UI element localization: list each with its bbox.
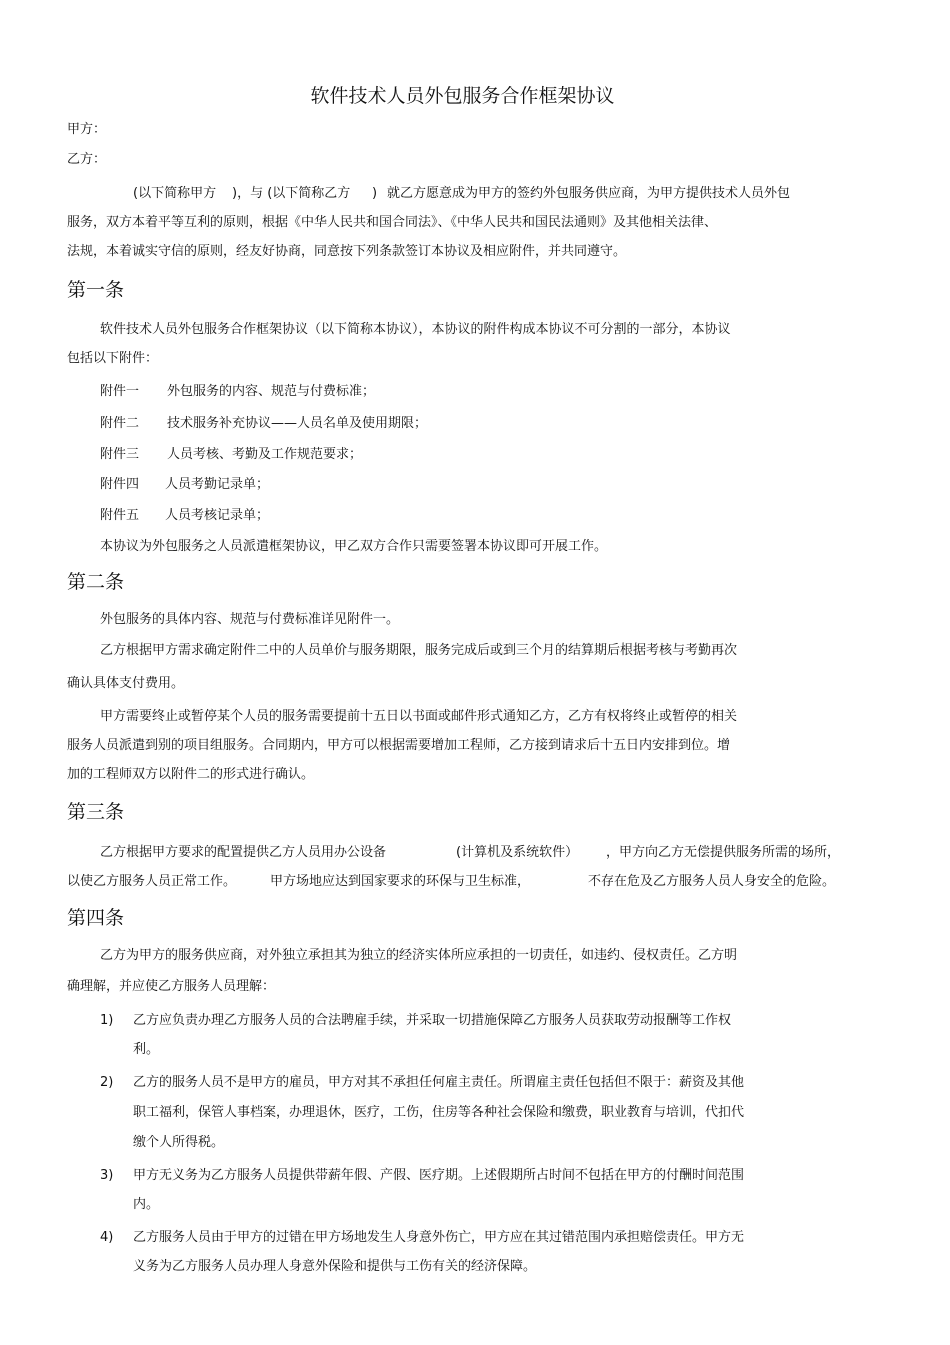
paragraph-line: 加的工程师双方以附件二的形式进行确认。 bbox=[67, 767, 315, 782]
paragraph-line: 外包服务的具体内容、规范与付费标准详见附件一。 bbox=[100, 612, 400, 627]
article-heading: 第二条 bbox=[67, 571, 125, 593]
paragraph-fragment: 不存在危及乙方服务人员人身安全的危险。 bbox=[588, 874, 836, 889]
intro-line: 法规，本着诚实守信的原则，经友好协商，同意按下列条款签订本协议及相应附件，并共同遵守。 bbox=[67, 244, 627, 259]
party-b-label: 乙方： bbox=[67, 152, 107, 167]
paragraph-line: 确理解，并应使乙方服务人员理解： bbox=[67, 979, 276, 994]
attachment-label: 附件三 bbox=[100, 447, 140, 462]
list-item-line: 缴个人所得税。 bbox=[133, 1135, 225, 1150]
paragraph-line: 本协议为外包服务之人员派遣框架协议，甲乙双方合作只需要签署本协议即可开展工作。 bbox=[100, 539, 608, 554]
intro-fragment: )，与 (以下简称乙方 bbox=[232, 186, 351, 201]
attachment-label: 附件二 bbox=[100, 416, 140, 431]
attachment-text: 人员考勤记录单； bbox=[165, 477, 270, 492]
attachment-text: 人员考核、考勤及工作规范要求； bbox=[167, 447, 363, 462]
paragraph-fragment: (计算机及系统软件） bbox=[456, 845, 579, 860]
list-number: 2) bbox=[100, 1075, 114, 1090]
paragraph-fragment: 以使乙方服务人员正常工作。 bbox=[67, 874, 237, 889]
list-item-line: 乙方应负责办理乙方服务人员的合法聘雇手续，并采取一切措施保障乙方服务人员获取劳动报酬等工作权 bbox=[133, 1013, 732, 1028]
intro-fragment: (以下简称甲方 bbox=[133, 186, 217, 201]
paragraph-line: 乙方根据甲方需求确定附件二中的人员单价与服务期限，服务完成后或到三个月的结算期后根据考核与考勤再次 bbox=[100, 643, 738, 658]
list-item-line: 内。 bbox=[133, 1197, 160, 1212]
attachment-text: 人员考核记录单； bbox=[165, 508, 270, 523]
article-heading: 第一条 bbox=[67, 279, 125, 301]
paragraph-fragment: 甲方场地应达到国家要求的环保与卫生标准， bbox=[270, 874, 531, 889]
document-title: 软件技术人员外包服务合作框架协议 bbox=[310, 85, 615, 107]
party-a-label: 甲方： bbox=[67, 122, 107, 137]
paragraph-line: 服务人员派遣到别的项目组服务。合同期内，甲方可以根据需要增加工程师，乙方接到请求后十五日内安排到位。增 bbox=[67, 738, 731, 753]
intro-line: 服务，双方本着平等互利的原则，根据《中华人民共和国合同法》、《中华人民共和国民法通则》及其他相关法律、 bbox=[67, 215, 718, 230]
attachment-text: 技术服务补充协议——人员名单及使用期限； bbox=[167, 416, 428, 431]
paragraph-line: 包括以下附件： bbox=[67, 351, 159, 366]
list-item-line: 甲方无义务为乙方服务人员提供带薪年假、产假、医疗期。上述假期所占时间不包括在甲方的付酬时间范围 bbox=[133, 1168, 745, 1183]
list-item-line: 义务为乙方服务人员办理人身意外保险和提供与工伤有关的经济保障。 bbox=[133, 1259, 537, 1274]
article-heading: 第三条 bbox=[67, 801, 125, 823]
attachment-label: 附件一 bbox=[100, 384, 140, 399]
paragraph-fragment: 乙方根据甲方要求的配置提供乙方人员用办公设备 bbox=[100, 845, 387, 860]
list-number: 4) bbox=[100, 1230, 114, 1245]
paragraph-line: 确认具体支付费用。 bbox=[67, 676, 185, 691]
paragraph-fragment: ，甲方向乙方无偿提供服务所需的场所， bbox=[606, 845, 841, 860]
attachment-label: 附件四 bbox=[100, 477, 140, 492]
intro-fragment: ) bbox=[372, 186, 378, 201]
list-item-line: 利。 bbox=[133, 1042, 160, 1057]
list-item-line: 职工福利，保管人事档案，办理退休，医疗，工伤，住房等各种社会保险和缴费，职业教育与培训，代扣代 bbox=[133, 1105, 745, 1120]
list-number: 1) bbox=[100, 1013, 114, 1028]
list-number: 3) bbox=[100, 1168, 114, 1183]
list-item-line: 乙方服务人员由于甲方的过错在甲方场地发生人身意外伤亡，甲方应在其过错范围内承担赔偿责任。甲方无 bbox=[133, 1230, 745, 1245]
intro-fragment: 就乙方愿意成为甲方的签约外包服务供应商，为甲方提供技术人员外包 bbox=[387, 186, 791, 201]
paragraph-line: 甲方需要终止或暂停某个人员的服务需要提前十五日以书面或邮件形式通知乙方，乙方有权将终止或暂停的相关 bbox=[100, 709, 738, 724]
attachment-label: 附件五 bbox=[100, 508, 140, 523]
paragraph-line: 软件技术人员外包服务合作框架协议（以下简称本协议），本协议的附件构成本协议不可分割的一部分，本协议 bbox=[100, 322, 731, 337]
list-item-line: 乙方的服务人员不是甲方的雇员，甲方对其不承担任何雇主责任。所谓雇主责任包括但不限于：薪资及其他 bbox=[133, 1075, 745, 1090]
paragraph-line: 乙方为甲方的服务供应商，对外独立承担其为独立的经济实体所应承担的一切责任，如违约、侵权责任。乙方明 bbox=[100, 948, 738, 963]
attachment-text: 外包服务的内容、规范与付费标准； bbox=[167, 384, 376, 399]
article-heading: 第四条 bbox=[67, 907, 125, 929]
